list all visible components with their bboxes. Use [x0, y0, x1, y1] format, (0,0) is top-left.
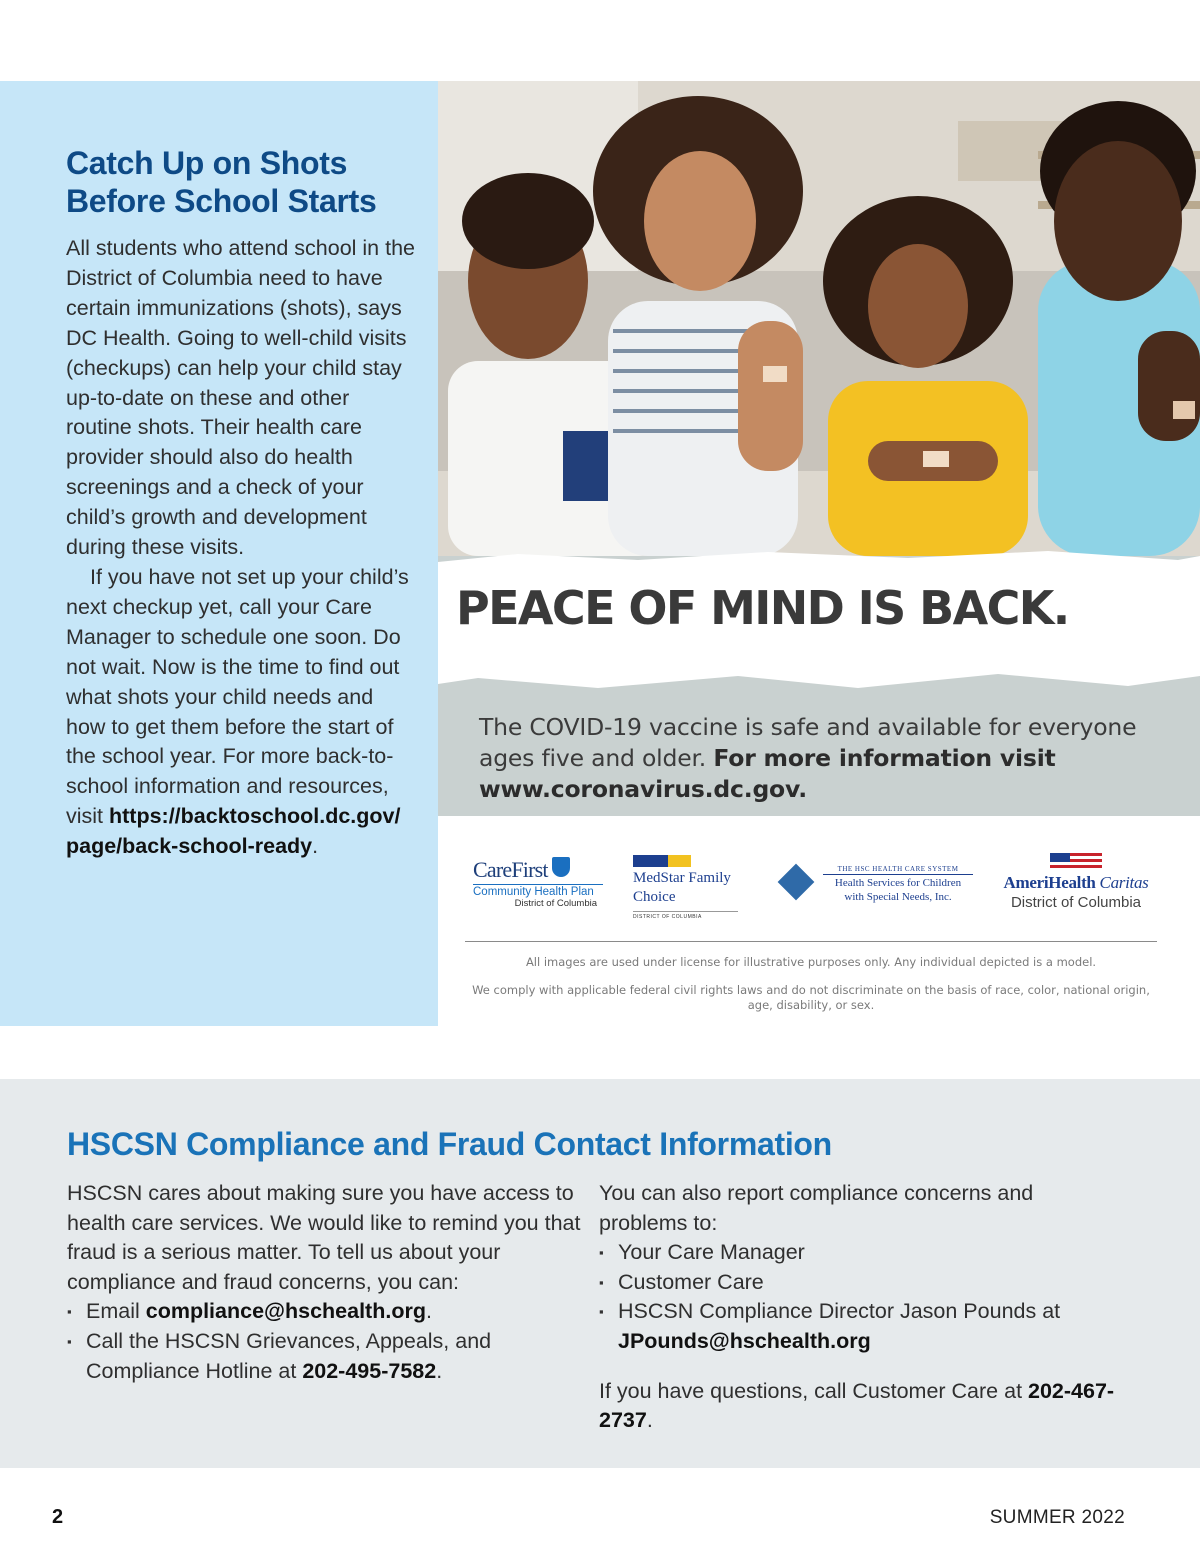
compliance-right-column [599, 1179, 1119, 1436]
list-item: ▪ Customer Care [599, 1268, 1119, 1298]
vaccine-text: The COVID-19 vaccine is safe and available for everyone ages five and older. [479, 713, 1137, 772]
list-item-text: HSCSN Compliance Director Jason Pounds at [618, 1299, 1061, 1324]
customer-care-text: . [646, 1408, 653, 1433]
list-item [67, 1297, 597, 1327]
article-paragraph: All students who attend school in the District of Columbia need to have certain immunizations (shots), says DC Health. Going to well-child visits (checkups) can help your child stay up-to-date on these and other routine shots. Their health care provider should also do health screenings and a check of your child’s growth and development during these visits. [66, 236, 415, 560]
article-text: If you have not set up your child’s next checkup yet, call your Care Manager to schedule one soon. Do not wait. Now is the time to find out what shots your child needs and how to get them before the start of the school year. For more back-to-school information and resources, visit [66, 564, 409, 829]
list-item: ▪ Your Care Manager [599, 1238, 1119, 1268]
list-item-text: Call the HSCSN Grievances, Appeals, and Compliance Hotline at [86, 1328, 492, 1383]
customer-care-phone[interactable]: 202-467-2737 [599, 1378, 1115, 1433]
list-item [67, 1327, 597, 1386]
logo-divider [465, 941, 1157, 942]
medstar-region: DISTRICT OF COLUMBIA [633, 914, 702, 920]
article-body [66, 234, 418, 862]
hsc-name-line1: Health Services for Children [834, 877, 962, 889]
coronavirus-link[interactable]: For more information visit www.coronavirus.dc.gov [479, 744, 1056, 803]
image-disclaimer: All images are used under license for illustrative purposes only. Any individual depicted is a model. [525, 955, 1097, 969]
compliance-intro: HSCSN cares about making sure you have access to health care services. We would like to remind you that fraud is a serious matter. To tell us about your compliance and fraud concerns, you can: [67, 1181, 581, 1294]
vaccine-info [479, 712, 1179, 805]
article-paragraph [66, 563, 418, 862]
partner-logos [465, 835, 1157, 935]
civil-rights-disclaimer: We comply with applicable federal civil rights laws and do not discriminate on the basis of race, color, national origin, age, disability, or sex. [472, 983, 1150, 1012]
hotline-phone[interactable]: 202-495-7582 [302, 1358, 437, 1383]
customer-care-note [599, 1377, 1119, 1436]
article-text: . [312, 834, 319, 859]
medstar-divider [633, 911, 738, 912]
compliance-email-link[interactable]: compliance@hschealth.org [145, 1299, 426, 1324]
vaccine-text-end: . [798, 775, 807, 803]
flag-icon [1050, 853, 1102, 869]
carefirst-subtitle: Community Health Plan [473, 884, 603, 898]
amerihealth-logo [995, 853, 1157, 911]
hsc-system-name: THE HSC HEALTH CARE SYSTEM [823, 865, 973, 875]
compliance-title: HSCSN Compliance and Fraud Contact Information [67, 1126, 832, 1162]
list-item [599, 1297, 1119, 1356]
article-title: Catch Up on Shots Before School Starts [66, 145, 377, 219]
list-item-text: . [425, 1299, 432, 1324]
carefirst-name: CareFirst [473, 857, 548, 882]
carefirst-region: District of Columbia [514, 898, 597, 909]
page-number: 2 [52, 1506, 64, 1528]
amerihealth-name-italic: Caritas [1099, 873, 1149, 892]
amerihealth-name-bold: AmeriHealth [1003, 873, 1096, 892]
medstar-bars-icon [633, 855, 691, 867]
list-item-text: Email [86, 1299, 146, 1324]
medstar-logo [633, 855, 753, 920]
family-photo-illustration [438, 81, 1200, 556]
compliance-left-column [67, 1179, 597, 1386]
hsc-text [823, 865, 973, 903]
shield-icon [552, 857, 570, 877]
amerihealth-region: District of Columbia [1010, 894, 1142, 911]
backtoschool-link[interactable]: https://backtoschool.dc.gov/ page/back-school-ready [66, 804, 401, 859]
carefirst-logo [473, 857, 603, 909]
report-list [599, 1238, 1119, 1356]
contact-list [67, 1297, 597, 1386]
list-item-text: . [436, 1358, 443, 1383]
medstar-name-line1: MedStar Family [633, 870, 731, 886]
medstar-name-line2: Choice [633, 889, 676, 905]
family-photo [438, 81, 1200, 556]
hsc-name-line2: with Special Needs, Inc. [844, 891, 952, 903]
amerihealth-name [995, 873, 1157, 893]
customer-care-text: If you have questions, call Customer Care at [599, 1378, 1029, 1403]
ad-headline: PEACE OF MIND IS BACK. [456, 581, 1069, 635]
director-email-link[interactable]: JPounds@hschealth.org [618, 1328, 871, 1353]
issue-label: SUMMER 2022 [989, 1507, 1125, 1528]
report-intro: You can also report compliance concerns and problems to: [599, 1181, 1034, 1235]
hsc-diamond-icon [778, 864, 815, 901]
